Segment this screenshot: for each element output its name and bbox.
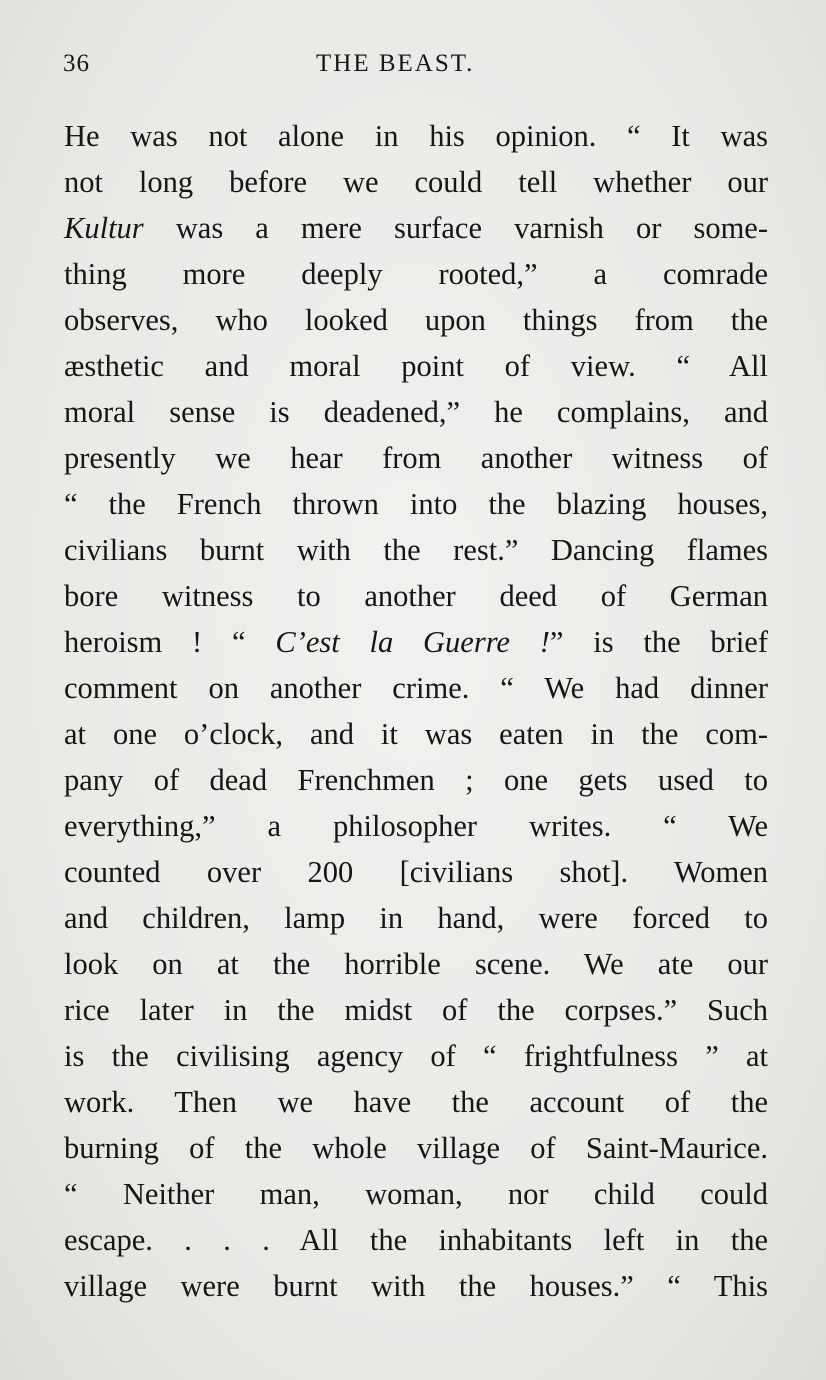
text-line: observes, who looked upon things from the [64, 303, 768, 337]
text-line: look on at the horrible scene. We ate our [64, 947, 768, 981]
text-line: “ Neither man, woman, nor child could [64, 1177, 768, 1211]
text-line: work. Then we have the account of the [64, 1085, 768, 1119]
text-line: is the civilising agency of “ frightfulness ” at [64, 1039, 768, 1073]
text-line: Kultur was a mere surface varnish or some- [64, 211, 768, 245]
text-line: moral sense is deadened,” he complains, and [64, 395, 768, 429]
text-line: thing more deeply rooted,” a comrade [64, 257, 768, 291]
text-line: rice later in the midst of the corpses.” Such [64, 993, 768, 1027]
body-text [64, 113, 768, 1309]
text-line: everything,” a philosopher writes. “ We [64, 809, 768, 843]
italic-phrase-cest-la-guerre: C’est la Guerre ! [275, 625, 550, 659]
text-line: æsthetic and moral point of view. “ All [64, 349, 768, 383]
text-line: burning of the whole village of Saint-Maurice. [64, 1131, 768, 1165]
text-line: heroism ! “ C’est la Guerre !” is the brief [64, 625, 768, 659]
running-head [0, 50, 826, 86]
text-line: escape. . . . All the inhabitants left in the [64, 1223, 768, 1257]
text-line: “ the French thrown into the blazing houses, [64, 487, 768, 521]
text-line: village were burnt with the houses.” “ This [64, 1269, 768, 1303]
text-line: He was not alone in his opinion. “ It was [64, 119, 768, 153]
text-line: not long before we could tell whether our [64, 165, 768, 199]
italic-term-kultur: Kultur [64, 211, 144, 245]
text-line: presently we hear from another witness of [64, 441, 768, 475]
page-number: 36 [63, 50, 90, 77]
text-line: bore witness to another deed of German [64, 579, 768, 613]
running-title: THE BEAST. [316, 50, 475, 77]
text-line: pany of dead Frenchmen ; one gets used to [64, 763, 768, 797]
text-line: counted over 200 [civilians shot]. Women [64, 855, 768, 889]
text-line: and children, lamp in hand, were forced to [64, 901, 768, 935]
text-line: at one o’clock, and it was eaten in the com- [64, 717, 768, 751]
text-line: comment on another crime. “ We had dinner [64, 671, 768, 705]
text-line: civilians burnt with the rest.” Dancing flames [64, 533, 768, 567]
